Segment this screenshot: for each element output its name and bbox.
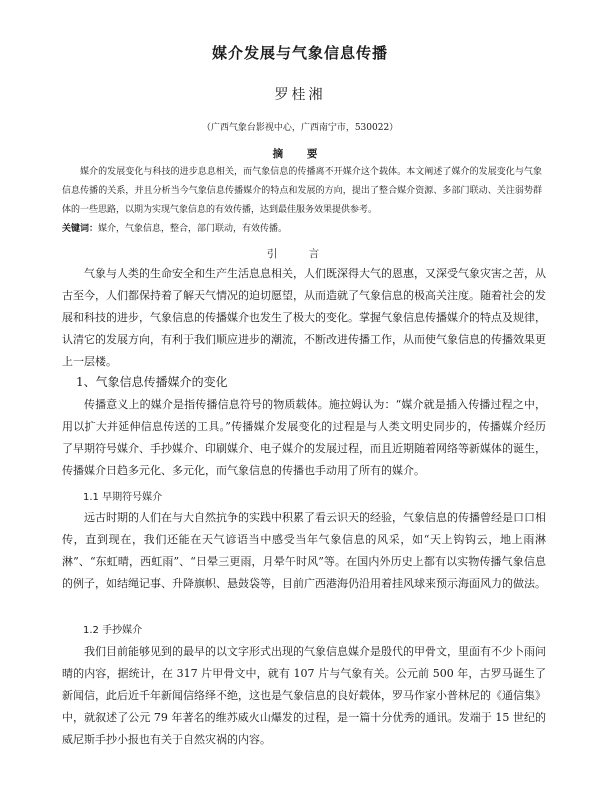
- subsection-1-2-heading: 1.2 手抄媒介: [83, 625, 143, 636]
- intro-heading: 引 言: [266, 248, 334, 260]
- section-1-heading: 1、气象信息传播媒介的变化: [76, 375, 228, 389]
- keywords-label: 关键词：: [62, 224, 99, 234]
- subsection-1-2-paragraph: 我们目前能够见到的最早的以文字形式出现的气象信息媒介是殷代的甲骨文，里面有不少卜雨问晴的内容，据统计，在 317 片甲骨文中，就有 107 片与气象有关。公元前 500 年，古罗马诞生了新闻信，此后近千年新闻信络绎不绝，这也是气象信息的良好载体，罗马作家小普林尼的《通信集》中，就叙述了公元 79 年著名的维苏威火山爆发的过程，是一篇十分优秀的通讯。发端于 15 世纪的威尼斯手抄小报也有关于自然灾祸的内容。: [62, 645, 546, 746]
- paper-title: 媒介发展与气象信息传播: [211, 44, 388, 62]
- keywords-text: 媒介，气象信息，整合，部门联动，有效传播。: [98, 224, 288, 234]
- subsection-1-1-heading: 1.1 早期符号媒介: [83, 492, 163, 503]
- abstract-body: 媒介的发展变化与科技的进步息息相关，而气象信息的传播离不开媒介这个载体。本文阐述了媒介的发展变化与气象信息传播的关系，并且分析当今气象信息传播媒介的特点和发展的方向，提出了整合媒介资源、多部门联动、关注弱势群体的一些思路，以期为实现气象信息的有效传播，达到最佳服务效果提供参考。: [62, 167, 542, 215]
- keywords-line: [62, 221, 542, 234]
- abstract-heading: 摘 要: [272, 148, 328, 160]
- section-1-paragraph: 传播意义上的媒介是指传播信息符号的物质载体。施拉姆认为：“媒介就是插入传播过程之中，用以扩大并延伸信息传送的工具。”传播媒介发展变化的过程是与人类文明史同步的，传播媒介经历了早期符号媒介、手抄媒介、印刷媒介、电子媒介的发展过程，而且近期随着网络等新媒体的诞生，传播媒介日趋多元化、多元化，而气象信息的传播也手动用了所有的媒介。: [62, 398, 546, 477]
- author-affiliation: （广西气象台影视中心，广西南宁市，530022）: [201, 123, 399, 133]
- intro-paragraph: 气象与人类的生命安全和生产生活息息相关，人们既深得大气的恩惠，又深受气象灾害之苦，从古至今，人们都保持着了解天气情况的迫切愿望，从而造就了气象信息的极高关注度。随着社会的发展和科技的进步，气象信息的传播媒介也发生了极大的变化。掌握气象信息传播媒介的特点及规律，认清它的发展方向，有利于我们顺应进步的潮流，不断改进传播工作，从而使气象信息的传播效果更上一层楼。: [62, 267, 546, 368]
- subsection-1-1-paragraph: 远古时期的人们在与大自然抗争的实践中积累了看云识天的经验，气象信息的传播曾经是口口相传，直到现在，我们还能在天气谚语当中感受当年气象信息的风采，如“天上钩钩云，地上雨淋淋”、“东虹晴，西虹雨”、“日晕三更雨，月晕午时风”等。在国内外历史上都有以实物传播气象信息的例子，如结绳记事、升降旗帜、悬鼓袋等，目前广西港海仍沿用着挂风球来预示海面风力的做法。: [62, 511, 546, 590]
- author-name: 罗桂湘: [274, 87, 326, 103]
